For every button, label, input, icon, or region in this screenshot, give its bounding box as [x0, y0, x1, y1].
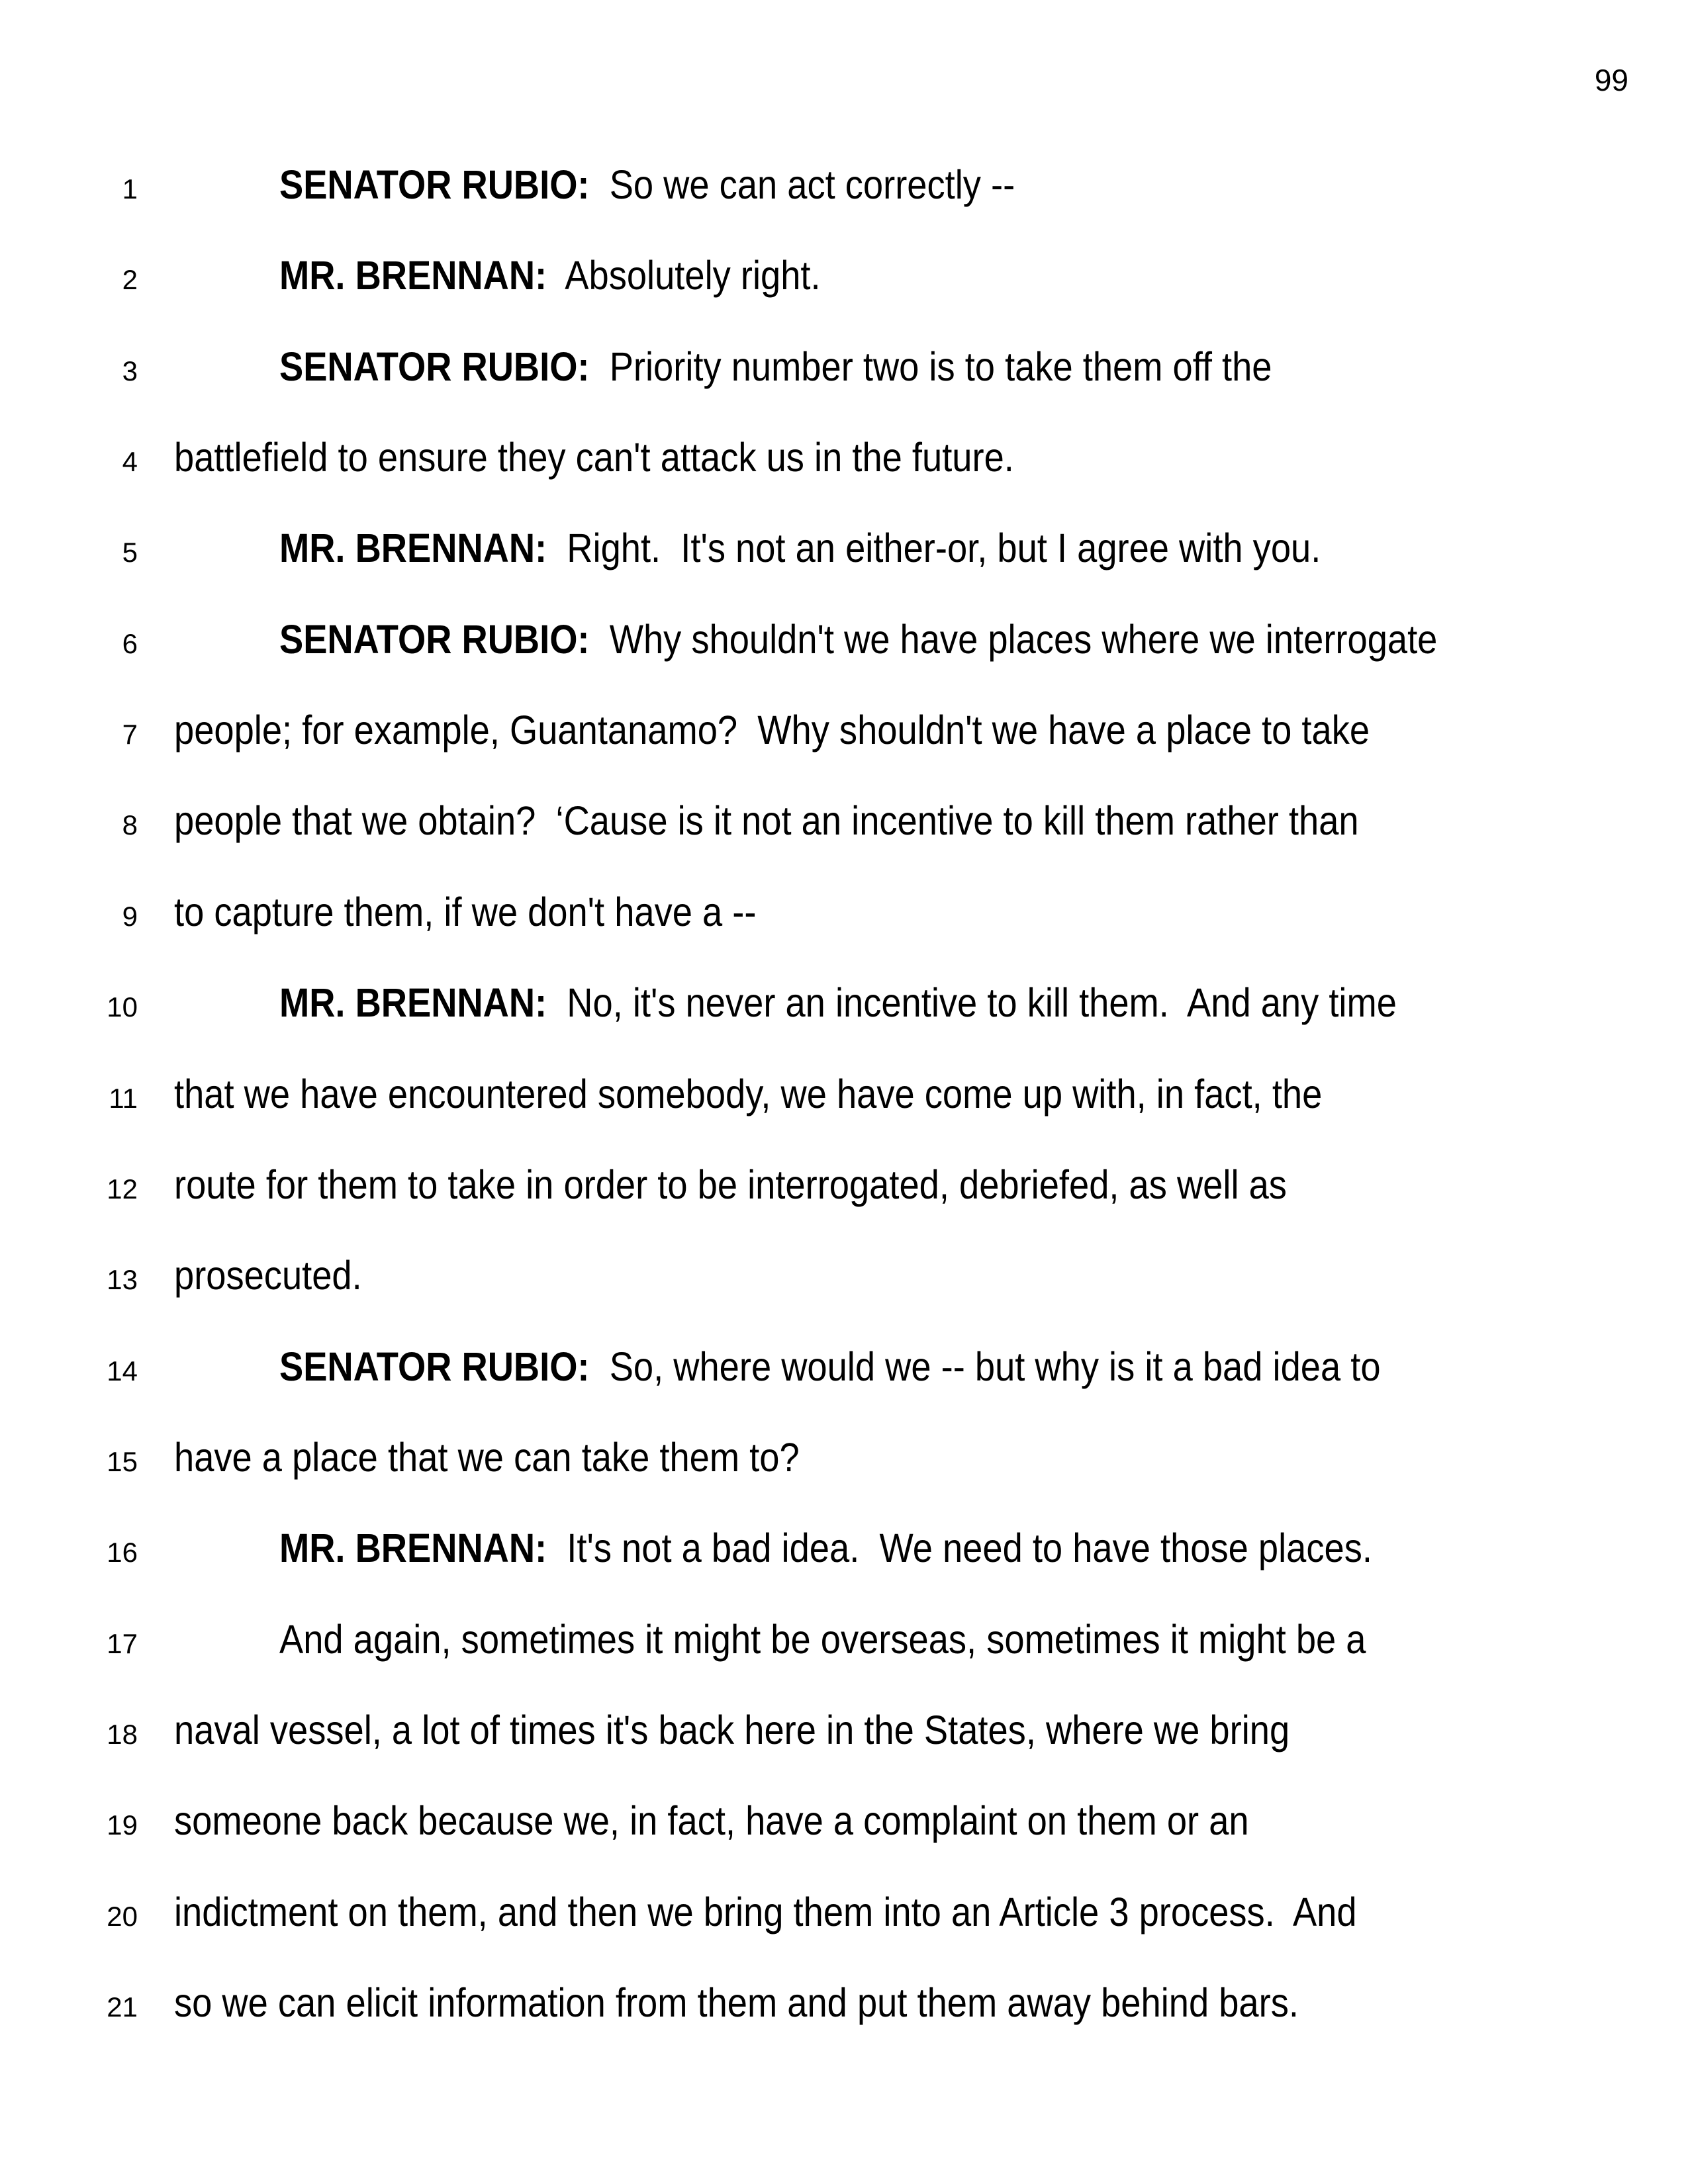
line-number: 4 [122, 446, 138, 477]
transcript-line-18 [0, 1707, 1688, 1801]
line-text: MR. BRENNAN: Absolutely right. [279, 253, 821, 298]
line-number: 18 [107, 1719, 138, 1750]
line-text: prosecuted. [174, 1253, 362, 1298]
transcript-line-20 [0, 1889, 1688, 1983]
line-text: And again, sometimes it might be overseas, sometimes it might be a [279, 1617, 1366, 1662]
transcript-line-11 [0, 1071, 1688, 1165]
line-text: indictment on them, and then we bring them into an Article 3 process. And [174, 1889, 1357, 1934]
line-text: naval vessel, a lot of times it's back here in the States, where we bring [174, 1707, 1290, 1752]
speaker-name: SENATOR RUBIO: [279, 344, 590, 389]
line-number: 14 [107, 1355, 138, 1387]
line-text: MR. BRENNAN: It's not a bad idea. We need to have those places. [279, 1525, 1372, 1570]
speaker-name: MR. BRENNAN: [279, 980, 547, 1025]
transcript-line-21 [0, 1980, 1688, 2073]
speaker-name: SENATOR RUBIO: [279, 617, 590, 662]
line-text: to capture them, if we don't have a -- [174, 889, 757, 934]
line-number: 10 [107, 991, 138, 1023]
line-text: so we can elicit information from them and put them away behind bars. [174, 1980, 1299, 2025]
line-text: SENATOR RUBIO: So, where would we -- but why is it a bad idea to [279, 1344, 1381, 1389]
line-number: 9 [122, 901, 138, 932]
line-number: 7 [122, 719, 138, 750]
line-number: 16 [107, 1537, 138, 1568]
line-text: SENATOR RUBIO: Why shouldn't we have places where we interrogate [279, 617, 1438, 662]
line-number: 6 [122, 628, 138, 659]
line-text: SENATOR RUBIO: Priority number two is to take them off the [279, 344, 1272, 389]
speaker-name: MR. BRENNAN: [279, 253, 547, 298]
transcript-line-3 [0, 344, 1688, 437]
line-text: SENATOR RUBIO: So we can act correctly -- [279, 162, 1015, 207]
line-number: 15 [107, 1446, 138, 1477]
transcript-line-19 [0, 1798, 1688, 1891]
line-number: 20 [107, 1901, 138, 1932]
transcript-line-4 [0, 437, 1688, 528]
transcript-line-16 [0, 1525, 1688, 1619]
line-number: 13 [107, 1264, 138, 1295]
transcript-line-1 [0, 162, 1688, 255]
line-text: people; for example, Guantanamo? Why shouldn't we have a place to take [174, 707, 1370, 752]
line-number: 17 [107, 1628, 138, 1659]
transcript-line-7 [0, 707, 1688, 801]
line-text: have a place that we can take them to? [174, 1435, 800, 1480]
line-number: 5 [122, 537, 138, 568]
line-number: 21 [107, 1991, 138, 2023]
transcript-line-15 [0, 1437, 1688, 1528]
transcript-line-14 [0, 1344, 1688, 1437]
page-number: 99 [1594, 63, 1628, 97]
speaker-name: SENATOR RUBIO: [279, 162, 590, 207]
transcript-line-8 [0, 798, 1688, 891]
transcript-line-5 [0, 525, 1688, 619]
transcript-line-17 [0, 1619, 1688, 1710]
transcript-line-2 [0, 255, 1688, 346]
speaker-name: MR. BRENNAN: [279, 525, 547, 570]
line-number: 19 [107, 1809, 138, 1841]
line-number: 3 [122, 355, 138, 387]
transcript-line-13 [0, 1255, 1688, 1346]
line-number: 8 [122, 809, 138, 841]
transcript-line-10 [0, 980, 1688, 1073]
transcript-line-12 [0, 1162, 1688, 1255]
line-text: that we have encountered somebody, we have come up with, in fact, the [174, 1071, 1323, 1116]
line-text: route for them to take in order to be interrogated, debriefed, as well as [174, 1162, 1287, 1207]
line-number: 2 [122, 264, 138, 295]
speaker-name: SENATOR RUBIO: [279, 1344, 590, 1389]
line-number: 12 [107, 1173, 138, 1205]
line-number: 11 [109, 1083, 138, 1114]
transcript-line-9 [0, 889, 1688, 983]
line-number: 1 [122, 173, 138, 205]
line-text: people that we obtain? ‘Cause is it not an incentive to kill them rather than [174, 798, 1359, 843]
line-text: MR. BRENNAN: No, it's never an incentive to kill them. And any time [279, 980, 1397, 1025]
transcript-line-6 [0, 619, 1688, 710]
line-text: MR. BRENNAN: Right. It's not an either-or, but I agree with you. [279, 525, 1321, 570]
speaker-name: MR. BRENNAN: [279, 1525, 547, 1570]
line-text: someone back because we, in fact, have a complaint on them or an [174, 1798, 1249, 1843]
line-text: battlefield to ensure they can't attack us in the future. [174, 435, 1014, 480]
